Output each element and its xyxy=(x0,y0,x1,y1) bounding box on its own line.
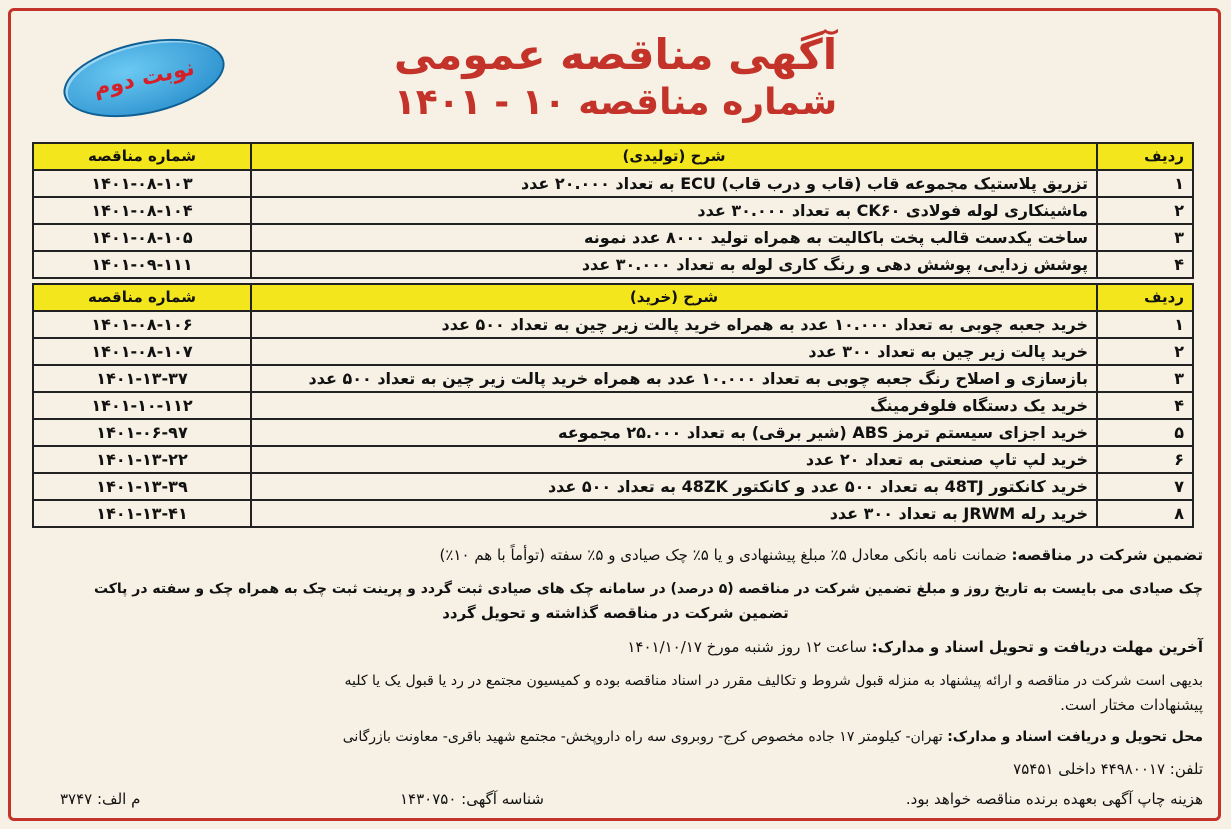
row-index: ۸ xyxy=(1097,500,1193,527)
row-description: بازسازی و اصلاح رنگ جعبه چوبی به تعداد ۱۰.۰۰۰ عدد به همراه خرید پالت زیر چین به تعداد ۵۰۰ عدد xyxy=(251,365,1097,392)
row-description: خرید یک دستگاه فلوفرمینگ xyxy=(251,392,1097,419)
table-row xyxy=(33,338,1193,365)
row-tender-number: ۱۴۰۱-۰۸-۱۰۳ xyxy=(33,170,251,197)
badge-label: نوبت دوم xyxy=(91,55,197,101)
col-row-header: ردیف xyxy=(1097,284,1193,311)
row-tender-number: ۱۴۰۱-۱۳-۳۹ xyxy=(33,473,251,500)
row-tender-number: ۱۴۰۱-۱۳-۳۷ xyxy=(33,365,251,392)
row-description: خرید پالت زیر چین به تعداد ۳۰۰ عدد xyxy=(251,338,1097,365)
row-index: ۱ xyxy=(1097,170,1193,197)
table-header-row xyxy=(33,143,1193,170)
table-row xyxy=(33,365,1193,392)
row-description: تزریق پلاستیک مجموعه قاب (قاب و درب قاب) ECU به تعداد ۲۰.۰۰۰ عدد xyxy=(251,170,1097,197)
phone-line: تلفن: ۴۴۹۸۰۰۱۷ داخلی ۷۵۴۵۱ xyxy=(1013,760,1203,778)
row-description: خرید اجزای سیستم ترمز ABS (شیر برقی) به تعداد ۲۵.۰۰۰ مجموعه xyxy=(251,419,1097,446)
row-description: خرید رله JRWM به تعداد ۳۰۰ عدد xyxy=(251,500,1097,527)
row-index: ۴ xyxy=(1097,392,1193,419)
reference-number: م الف: ۳۷۴۷ xyxy=(60,790,141,808)
row-tender-number: ۱۴۰۱-۰۶-۹۷ xyxy=(33,419,251,446)
row-index: ۴ xyxy=(1097,251,1193,278)
deadline-text: ساعت ۱۲ روز شنبه مورخ ۱۴۰۱/۱۰/۱۷ xyxy=(627,638,867,656)
row-index: ۲ xyxy=(1097,197,1193,224)
table-row xyxy=(33,170,1193,197)
cheque-line-1: چک صیادی می بایست به تاریخ روز و مبلغ تضمین شرکت در مناقصه (۵ درصد) در سامانه چک های صیادی ثبت گردد و پرینت ثبت چک به همراه چک و سفته در پاکت xyxy=(93,581,1203,597)
guarantee-line xyxy=(440,544,1204,566)
table-row xyxy=(33,197,1193,224)
guarantee-label: تضمین شرکت در مناقصه: xyxy=(1011,546,1203,564)
row-description: خرید لپ تاپ صنعتی به تعداد ۲۰ عدد xyxy=(251,446,1097,473)
tender-number-title: شماره مناقصه ۱۰ - ۱۴۰۱ xyxy=(393,82,838,123)
row-description: ماشینکاری لوله فولادی CK۶۰ به تعداد ۳۰.۰۰۰ عدد xyxy=(251,197,1097,224)
row-tender-number: ۱۴۰۱-۰۹-۱۱۱ xyxy=(33,251,251,278)
notice-line-2: پیشنهادات مختار است. xyxy=(1060,696,1203,714)
col-row-header: ردیف xyxy=(1097,143,1193,170)
notice-title: آگهی مناقصه عمومی xyxy=(393,30,838,79)
col-num-header: شماره مناقصه xyxy=(33,284,251,311)
table-header-row xyxy=(33,284,1193,311)
row-tender-number: ۱۴۰۱-۰۸-۱۰۶ xyxy=(33,311,251,338)
row-tender-number: ۱۴۰۱-۰۸-۱۰۴ xyxy=(33,197,251,224)
purchase-table xyxy=(32,283,1194,528)
table-row xyxy=(33,473,1193,500)
address-line xyxy=(343,726,1203,748)
row-index: ۳ xyxy=(1097,365,1193,392)
table-row xyxy=(33,446,1193,473)
row-tender-number: ۱۴۰۱-۱۳-۲۲ xyxy=(33,446,251,473)
notice-line-1: بدیهی است شرکت در مناقصه و ارائه پیشنهاد به منزله قبول شروط و تکالیف مقرر در اسناد مناقصه بوده و کمیسیون مجتمع در رد یا قبول یک یا کلیه xyxy=(344,673,1203,689)
row-tender-number: ۱۴۰۱-۰۸-۱۰۵ xyxy=(33,224,251,251)
row-description: خرید کانکتور 48TJ به تعداد ۵۰۰ عدد و کانکتور 48ZK به تعداد ۵۰۰ عدد xyxy=(251,473,1097,500)
table-row xyxy=(33,392,1193,419)
row-index: ۶ xyxy=(1097,446,1193,473)
col-desc-header: شرح (تولیدی) xyxy=(251,143,1097,170)
cheque-line-2: تضمین شرکت در مناقصه گذاشته و تحویل گردد xyxy=(442,604,789,622)
row-tender-number: ۱۴۰۱-۱۰-۱۱۲ xyxy=(33,392,251,419)
table-row xyxy=(33,311,1193,338)
row-index: ۱ xyxy=(1097,311,1193,338)
address-text: تهران- کیلومتر ۱۷ جاده مخصوص کرج- روبروی سه راه داروپخش- مجتمع شهید باقری- معاونت بازرگانی xyxy=(342,729,943,745)
col-desc-header: شرح (خرید) xyxy=(251,284,1097,311)
row-description: پوشش زدایی، پوشش دهی و رنگ کاری لوله به تعداد ۳۰.۰۰۰ عدد xyxy=(251,251,1097,278)
address-label: محل تحویل و دریافت اسناد و مدارک: xyxy=(947,729,1203,745)
cost-note: هزینه چاپ آگهی بعهده برنده مناقصه خواهد بود. xyxy=(905,790,1203,808)
ad-id: شناسه آگهی: ۱۴۳۰۷۵۰ xyxy=(400,790,544,808)
row-index: ۷ xyxy=(1097,473,1193,500)
row-index: ۳ xyxy=(1097,224,1193,251)
row-description: ساخت یکدست قالب پخت باکالیت به همراه تولید ۸۰۰۰ عدد نمونه xyxy=(251,224,1097,251)
row-description: خرید جعبه چوبی به تعداد ۱۰.۰۰۰ عدد به همراه خرید پالت زیر چین به تعداد ۵۰۰ عدد xyxy=(251,311,1097,338)
row-index: ۲ xyxy=(1097,338,1193,365)
row-tender-number: ۱۴۰۱-۱۳-۴۱ xyxy=(33,500,251,527)
production-table xyxy=(32,142,1194,279)
deadline-line xyxy=(627,636,1203,658)
col-num-header: شماره مناقصه xyxy=(33,143,251,170)
guarantee-text: ضمانت نامه بانکی معادل ۵٪ مبلغ پیشنهادی و یا ۵٪ چک صیادی و ۵٪ سفته (توأماً با هم ۱۰٪) xyxy=(439,546,1007,564)
table-row xyxy=(33,500,1193,527)
row-tender-number: ۱۴۰۱-۰۸-۱۰۷ xyxy=(33,338,251,365)
table-row xyxy=(33,251,1193,278)
row-index: ۵ xyxy=(1097,419,1193,446)
table-row xyxy=(33,224,1193,251)
table-row xyxy=(33,419,1193,446)
deadline-label: آخرین مهلت دریافت و تحویل اسناد و مدارک: xyxy=(871,638,1203,656)
